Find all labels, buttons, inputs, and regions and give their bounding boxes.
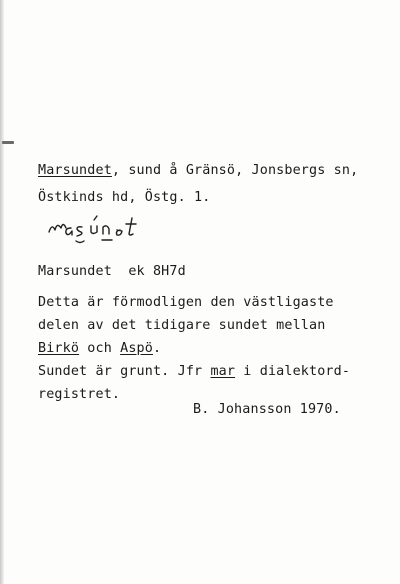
body-line-1: Detta är förmodligen den västligaste xyxy=(38,295,334,310)
signature: B. Johansson 1970. xyxy=(193,402,341,417)
map-reference: Marsundet ek 8H7d xyxy=(38,264,186,279)
heading-line xyxy=(38,163,358,179)
place-aspo: Aspö xyxy=(120,341,153,356)
handwritten-pronunciation xyxy=(46,212,156,250)
place-birko: Birkö xyxy=(38,341,80,356)
edge-mark xyxy=(2,141,14,144)
body-line-2: delen av det tidigare sundet mellan xyxy=(38,318,326,333)
body-line-5: registret. xyxy=(38,387,121,402)
district-line: Östkinds hd, Östg. 1. xyxy=(38,190,211,205)
heading-location: , sund å Gränsö, Jonsbergs sn, xyxy=(111,163,359,178)
card-left-edge xyxy=(0,0,4,584)
place-name-heading: Marsundet xyxy=(38,163,112,178)
body-line-3: Birkö och Aspö. xyxy=(38,341,162,356)
cross-reference-mar: mar xyxy=(210,364,236,379)
body-line-4: Sundet är grunt. Jfr mar i dialektord- xyxy=(38,364,351,379)
